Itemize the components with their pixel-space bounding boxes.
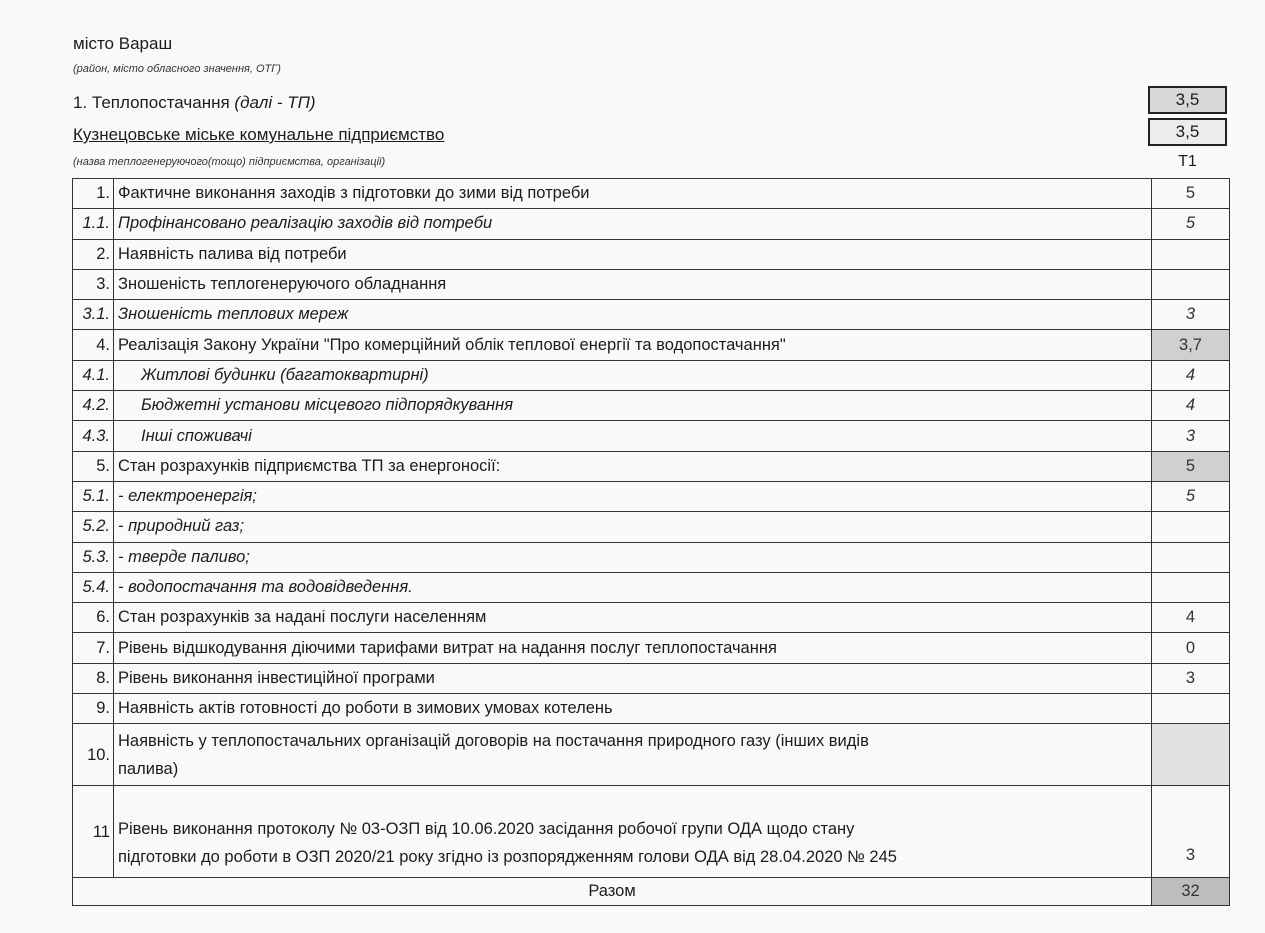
- row-number: 1.: [73, 179, 114, 209]
- row-number: 5.: [73, 451, 114, 481]
- table-row: [73, 179, 1230, 209]
- row-text-line: Наявність у теплопостачальних організацій договорів на постачання природного газу (інших видів: [118, 731, 869, 750]
- table-row: [73, 542, 1230, 572]
- row-value: 4: [1152, 360, 1230, 390]
- row-text: Наявність актів готовності до роботи в зимових умовах котелень: [114, 694, 1152, 724]
- table-row: [73, 663, 1230, 693]
- organization-name: Кузнецовське міське комунальне підприємство: [73, 125, 445, 144]
- row-value: 4: [1152, 603, 1230, 633]
- row-number: 3.1.: [73, 300, 114, 330]
- row-value: 5: [1152, 209, 1230, 239]
- row-value: 5: [1152, 481, 1230, 511]
- organization-note: (назва теплогенеруючого(тощо) підприємства, організації): [73, 156, 386, 168]
- row-number: 4.: [73, 330, 114, 360]
- total-label: Разом: [73, 878, 1152, 906]
- row-value: 4: [1152, 391, 1230, 421]
- row-text: Рівень виконання інвестиційної програми: [114, 663, 1152, 693]
- row-value: 3: [1152, 663, 1230, 693]
- row-number: 10.: [73, 724, 114, 786]
- row-number: 4.3.: [73, 421, 114, 451]
- table-row: [73, 421, 1230, 451]
- section-title: [73, 93, 316, 113]
- row-value: 3: [1152, 786, 1230, 878]
- total-row: [73, 878, 1230, 906]
- table-row: [73, 269, 1230, 299]
- city-title: місто Вараш: [73, 34, 173, 53]
- row-number: 5.1.: [73, 481, 114, 511]
- row-number: 7.: [73, 633, 114, 663]
- row-number: 3.: [73, 269, 114, 299]
- row-number: 1.1.: [73, 209, 114, 239]
- section-title-text: 1. Теплопостачання: [73, 93, 230, 112]
- row-text: Наявність палива від потреби: [114, 239, 1152, 269]
- table-row: [73, 786, 1230, 878]
- table-row: [73, 572, 1230, 602]
- table-row: [73, 209, 1230, 239]
- row-value: [1152, 239, 1230, 269]
- table-row: [73, 451, 1230, 481]
- row-number: 5.2.: [73, 512, 114, 542]
- row-text-line: підготовки до роботи в ОЗП 2020/21 року згідно із розпорядженням голови ОДА від 28.04.2020 № 245: [118, 848, 897, 867]
- table-row: [73, 603, 1230, 633]
- row-value: [1152, 724, 1230, 786]
- score-box-1: 3,5: [1148, 86, 1227, 114]
- row-number: 11: [73, 786, 114, 878]
- row-text: - електроенергія;: [114, 481, 1152, 511]
- row-text: Рівень відшкодування діючими тарифами витрат на надання послуг теплопостачання: [114, 633, 1152, 663]
- row-number: 6.: [73, 603, 114, 633]
- row-value: [1152, 694, 1230, 724]
- row-value: 5: [1152, 179, 1230, 209]
- row-number: 2.: [73, 239, 114, 269]
- row-text: Зношеність теплогенеруючого обладнання: [114, 269, 1152, 299]
- row-number: 5.3.: [73, 542, 114, 572]
- row-text: Стан розрахунків за надані послуги населенням: [114, 603, 1152, 633]
- row-number: 5.4.: [73, 572, 114, 602]
- row-text: - природний газ;: [114, 512, 1152, 542]
- row-text: Реалізація Закону України "Про комерційний облік теплової енергії та водопостачання": [114, 330, 1152, 360]
- row-text: Стан розрахунків підприємства ТП за енергоносії:: [114, 451, 1152, 481]
- row-number: 4.1.: [73, 360, 114, 390]
- row-text: Зношеність теплових мереж: [114, 300, 1152, 330]
- row-text: - тверде паливо;: [114, 542, 1152, 572]
- table-row: [73, 512, 1230, 542]
- row-text: Фактичне виконання заходів з підготовки до зими від потреби: [114, 179, 1152, 209]
- row-text-line: Рівень виконання протоколу № 03-ОЗП від 10.06.2020 засідання робочої групи ОДА щодо стану: [118, 820, 855, 839]
- row-value: 0: [1152, 633, 1230, 663]
- row-text-line: палива): [118, 759, 179, 778]
- row-value: [1152, 269, 1230, 299]
- table-row: [73, 300, 1230, 330]
- city-note: (район, місто обласного значення, ОТГ): [73, 63, 281, 75]
- row-number: 8.: [73, 663, 114, 693]
- row-text: Бюджетні установи місцевого підпорядкування: [114, 391, 1152, 421]
- indicators-table: [72, 178, 1230, 906]
- row-value: [1152, 572, 1230, 602]
- table-row: [73, 360, 1230, 390]
- total-value: 32: [1152, 878, 1230, 906]
- row-number: 4.2.: [73, 391, 114, 421]
- table-row: [73, 694, 1230, 724]
- row-value: 3,7: [1152, 330, 1230, 360]
- row-value: [1152, 512, 1230, 542]
- row-value: [1152, 542, 1230, 572]
- table-row: [73, 724, 1230, 786]
- row-text: Житлові будинки (багатоквартирні): [114, 360, 1152, 390]
- row-text: Профінансовано реалізацію заходів від потреби: [114, 209, 1152, 239]
- row-value: 3: [1152, 300, 1230, 330]
- score-box-2: 3,5: [1148, 118, 1227, 146]
- row-number: 9.: [73, 694, 114, 724]
- column-code: Т1: [1178, 153, 1197, 170]
- row-text: - водопостачання та водовідведення.: [114, 572, 1152, 602]
- row-value: 5: [1152, 451, 1230, 481]
- section-abbr: (далі - ТП): [234, 93, 316, 112]
- row-text: [114, 724, 1152, 786]
- table-row: [73, 481, 1230, 511]
- row-text: Інші споживачі: [114, 421, 1152, 451]
- table-row: [73, 330, 1230, 360]
- table-row: [73, 239, 1230, 269]
- table-row: [73, 391, 1230, 421]
- row-text: [114, 786, 1152, 878]
- row-value: 3: [1152, 421, 1230, 451]
- table-row: [73, 633, 1230, 663]
